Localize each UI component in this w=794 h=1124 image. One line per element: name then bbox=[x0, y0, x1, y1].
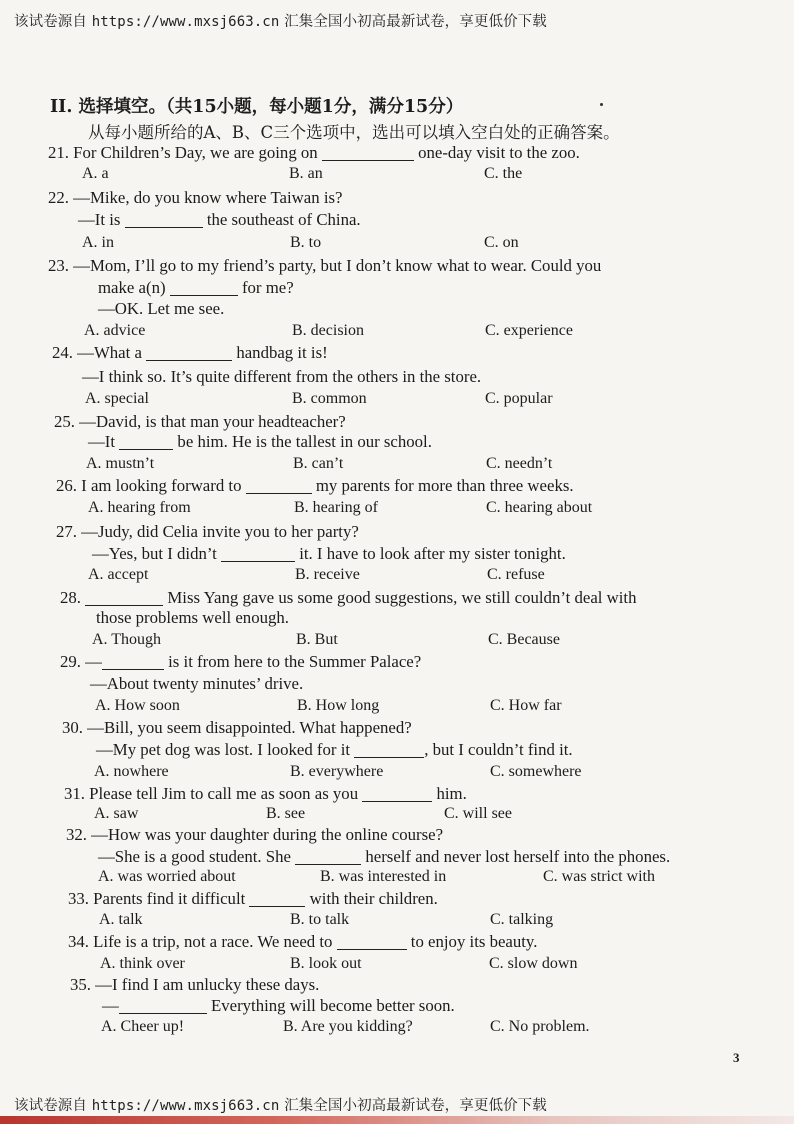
question-text: —David, is that man your headteacher? bbox=[79, 412, 346, 431]
question-text: — bbox=[85, 652, 102, 671]
scan-speck bbox=[600, 103, 603, 106]
watermark-url[interactable]: https://www.mxsj663.cn bbox=[91, 14, 280, 30]
watermark-suffix: 汇集全国小初高最新试卷，享更低价下载 bbox=[284, 14, 547, 30]
option-a[interactable]: A. talk bbox=[99, 911, 143, 928]
question-text: Parents find it difficult bbox=[93, 889, 250, 908]
question-number: 34. bbox=[68, 932, 94, 951]
question-number: 21. bbox=[48, 143, 74, 162]
question-line bbox=[62, 718, 412, 738]
option-c[interactable]: C. refuse bbox=[487, 566, 545, 583]
question-text: —Bill, you seem disappointed. What happened? bbox=[87, 718, 412, 737]
question-text: — bbox=[102, 996, 119, 1015]
option-c[interactable]: C. needn’t bbox=[486, 455, 553, 472]
answer-blank[interactable] bbox=[119, 996, 207, 1014]
option-c[interactable]: C. was strict with bbox=[543, 868, 655, 885]
answer-blank[interactable] bbox=[322, 143, 414, 161]
question-text: —How was your daughter during the online course? bbox=[91, 825, 444, 844]
question-text: —She is a good student. She bbox=[98, 847, 296, 866]
question-line bbox=[98, 278, 294, 298]
option-a[interactable]: A. saw bbox=[94, 805, 139, 822]
question-line bbox=[92, 544, 566, 564]
question-line bbox=[48, 143, 580, 163]
question-text: be him. He is the tallest in our school. bbox=[173, 432, 432, 451]
question-line bbox=[70, 975, 319, 995]
question-line bbox=[60, 588, 636, 608]
question-line bbox=[78, 210, 361, 230]
question-line bbox=[48, 256, 601, 276]
answer-blank[interactable] bbox=[295, 847, 361, 865]
question-number: 35. bbox=[70, 975, 96, 994]
question-text: herself and never lost herself into the phones. bbox=[361, 847, 671, 866]
question-text: one-day visit to the zoo. bbox=[413, 143, 580, 162]
question-text: —Yes, but I didn’t bbox=[92, 544, 221, 563]
option-b[interactable]: B. was interested in bbox=[320, 868, 447, 885]
option-a[interactable]: A. advice bbox=[84, 322, 146, 339]
question-text: it. I have to look after my sister tonight. bbox=[295, 544, 566, 563]
option-b[interactable]: B. hearing of bbox=[294, 499, 378, 516]
question-text: is it from here to the Summer Palace? bbox=[163, 652, 422, 671]
question-line bbox=[96, 608, 289, 628]
question-text: Please tell Jim to call me as soon as you bbox=[89, 784, 363, 803]
question-line bbox=[52, 343, 328, 363]
answer-blank[interactable] bbox=[102, 652, 164, 670]
option-b[interactable]: B. to talk bbox=[290, 911, 350, 928]
question-line bbox=[102, 996, 455, 1016]
question-number: 29. bbox=[60, 652, 86, 671]
question-line bbox=[82, 367, 481, 387]
option-c[interactable]: C. the bbox=[484, 165, 523, 182]
question-text: make a(n) bbox=[98, 278, 170, 297]
answer-blank[interactable] bbox=[221, 544, 295, 562]
question-text: Everything will become better soon. bbox=[206, 996, 455, 1015]
option-b[interactable]: B. everywhere bbox=[290, 763, 384, 780]
answer-blank[interactable] bbox=[170, 278, 238, 296]
question-text: for me? bbox=[237, 278, 294, 297]
answer-blank[interactable] bbox=[354, 740, 424, 758]
watermark-header bbox=[14, 10, 547, 31]
option-c[interactable]: C. popular bbox=[485, 390, 553, 407]
question-text: —It bbox=[88, 432, 120, 451]
question-text: —What a bbox=[77, 343, 147, 362]
question-line bbox=[64, 784, 467, 804]
question-line bbox=[96, 740, 573, 760]
question-text: —It is bbox=[78, 210, 125, 229]
question-number: 27. bbox=[56, 522, 82, 541]
question-text: him. bbox=[432, 784, 467, 803]
option-b[interactable]: B. common bbox=[292, 390, 367, 407]
option-b[interactable]: B. to bbox=[290, 234, 322, 251]
answer-blank[interactable] bbox=[362, 784, 432, 802]
question-line bbox=[68, 889, 438, 909]
option-c[interactable]: C. No problem. bbox=[490, 1018, 590, 1035]
question-text: For Children’s Day, we are going on bbox=[73, 143, 322, 162]
question-number: 28. bbox=[60, 588, 86, 607]
answer-blank[interactable] bbox=[85, 588, 163, 606]
option-c[interactable]: C. Because bbox=[488, 631, 560, 648]
option-c[interactable]: C. experience bbox=[485, 322, 573, 339]
option-b[interactable]: B. can’t bbox=[293, 455, 344, 472]
question-number: 24. bbox=[52, 343, 78, 362]
option-a[interactable]: A. nowhere bbox=[94, 763, 169, 780]
question-text: —OK. Let me see. bbox=[98, 299, 225, 318]
option-a[interactable]: A. Cheer up! bbox=[101, 1018, 185, 1035]
question-line bbox=[66, 825, 443, 845]
section-instruction: 从每小题所给的A、B、C三个选项中，选出可以填入空白处的正确答案。 bbox=[88, 123, 620, 142]
question-number: 32. bbox=[66, 825, 92, 844]
watermark-url[interactable]: https://www.mxsj663.cn bbox=[91, 1098, 280, 1114]
question-text: , but I couldn’t find it. bbox=[424, 740, 573, 759]
section-title: II. 选择填空。（共15小题，每小题1分，满分15分） bbox=[50, 97, 464, 117]
question-text: —My pet dog was lost. I looked for it bbox=[96, 740, 355, 759]
option-c[interactable]: C. on bbox=[484, 234, 519, 251]
option-c[interactable]: C. slow down bbox=[489, 955, 578, 972]
question-text: my parents for more than three weeks. bbox=[311, 476, 574, 495]
question-line bbox=[98, 299, 224, 319]
answer-blank[interactable] bbox=[125, 210, 203, 228]
question-number: 33. bbox=[68, 889, 94, 908]
question-text: —Mom, I’ll go to my friend’s party, but I don’t know what to wear. Could you bbox=[73, 256, 602, 275]
answer-blank[interactable] bbox=[119, 432, 173, 450]
option-c[interactable]: C. will see bbox=[444, 805, 512, 822]
question-line bbox=[88, 432, 432, 452]
option-a[interactable]: A. in bbox=[82, 234, 114, 251]
question-number: 22. bbox=[48, 188, 74, 207]
watermark-prefix: 该试卷源自 bbox=[14, 1098, 87, 1114]
question-line bbox=[98, 847, 670, 867]
watermark-prefix: 该试卷源自 bbox=[14, 14, 87, 30]
option-c[interactable]: C. How far bbox=[490, 697, 562, 714]
question-text: —About twenty minutes’ drive. bbox=[90, 674, 304, 693]
question-text: those problems well enough. bbox=[96, 608, 289, 627]
question-line bbox=[48, 188, 342, 208]
question-text: —Mike, do you know where Taiwan is? bbox=[73, 188, 343, 207]
question-line bbox=[90, 674, 303, 694]
option-b[interactable]: B. receive bbox=[295, 566, 360, 583]
question-number: 25. bbox=[54, 412, 80, 431]
question-line bbox=[56, 476, 574, 496]
question-text: Life is a trip, not a race. We need to bbox=[93, 932, 337, 951]
question-number: 31. bbox=[64, 784, 90, 803]
question-text: with their children. bbox=[305, 889, 438, 908]
question-text: I am looking forward to bbox=[81, 476, 246, 495]
option-b[interactable]: B. look out bbox=[290, 955, 362, 972]
question-number: 26. bbox=[56, 476, 82, 495]
question-text: Miss Yang gave us some good suggestions, we still couldn’t deal with bbox=[163, 588, 637, 607]
option-a[interactable]: A. Though bbox=[92, 631, 162, 648]
question-text: handbag it is! bbox=[232, 343, 328, 362]
question-number: 30. bbox=[62, 718, 88, 737]
question-line bbox=[68, 932, 537, 952]
page-number: 3 bbox=[733, 1050, 740, 1065]
option-b[interactable]: B. But bbox=[296, 631, 338, 648]
option-a[interactable]: A. was worried about bbox=[98, 868, 236, 885]
watermark-footer bbox=[14, 1094, 547, 1115]
question-line bbox=[54, 412, 346, 432]
question-text: the southeast of China. bbox=[202, 210, 361, 229]
option-a[interactable]: A. special bbox=[85, 390, 149, 407]
option-a[interactable]: A. accept bbox=[88, 566, 149, 583]
option-b[interactable]: B. see bbox=[266, 805, 306, 822]
option-b[interactable]: B. Are you kidding? bbox=[283, 1018, 413, 1035]
question-line bbox=[56, 522, 359, 542]
question-number: 23. bbox=[48, 256, 74, 275]
question-text: —I think so. It’s quite different from the others in the store. bbox=[82, 367, 482, 386]
question-text: to enjoy its beauty. bbox=[406, 932, 538, 951]
option-a[interactable]: A. hearing from bbox=[88, 499, 191, 516]
question-line bbox=[60, 652, 421, 672]
option-b[interactable]: B. an bbox=[289, 165, 323, 182]
option-a[interactable]: A. a bbox=[82, 165, 109, 182]
answer-blank[interactable] bbox=[146, 343, 232, 361]
scan-edge bbox=[0, 1116, 794, 1124]
option-a[interactable]: A. mustn’t bbox=[86, 455, 155, 472]
option-c[interactable]: C. hearing about bbox=[486, 499, 593, 516]
option-a[interactable]: A. How soon bbox=[95, 697, 180, 714]
option-c[interactable]: C. somewhere bbox=[490, 763, 582, 780]
question-text: —I find I am unlucky these days. bbox=[95, 975, 320, 994]
answer-blank[interactable] bbox=[337, 932, 407, 950]
option-c[interactable]: C. talking bbox=[490, 911, 554, 928]
answer-blank[interactable] bbox=[246, 476, 312, 494]
question-text: —Judy, did Celia invite you to her party? bbox=[81, 522, 359, 541]
option-b[interactable]: B. How long bbox=[297, 697, 380, 714]
option-b[interactable]: B. decision bbox=[292, 322, 364, 339]
watermark-suffix: 汇集全国小初高最新试卷，享更低价下载 bbox=[284, 1098, 547, 1114]
option-a[interactable]: A. think over bbox=[100, 955, 185, 972]
answer-blank[interactable] bbox=[249, 889, 305, 907]
